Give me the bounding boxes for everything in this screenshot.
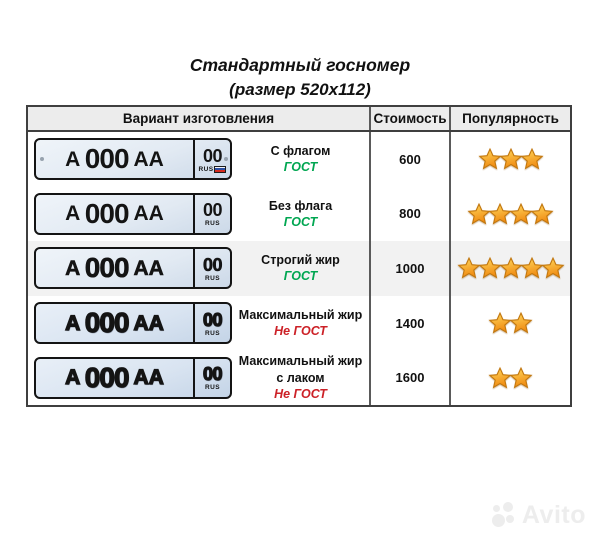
price-cell <box>371 132 451 187</box>
popularity-stars <box>451 187 570 242</box>
plate-digits: 000 <box>84 252 129 284</box>
price-cell <box>371 296 451 351</box>
star-icon <box>509 311 533 335</box>
plate-main-section <box>36 195 193 233</box>
rus-label: RUS <box>205 220 220 228</box>
plate-region-code: 00 <box>202 309 223 330</box>
license-plate <box>34 138 232 180</box>
plate-main-section <box>36 249 193 287</box>
plate-region-code: 00 <box>202 145 223 166</box>
table-row <box>28 350 570 405</box>
page-subtitle: (размер 520x112) <box>229 80 371 99</box>
license-plate <box>34 302 232 344</box>
rus-label: RUS <box>205 274 220 282</box>
standard-label: Не ГОСТ <box>274 324 327 339</box>
plate-region-section <box>193 195 230 233</box>
price-value: 800 <box>399 206 421 222</box>
star-icon <box>520 147 544 171</box>
plate-main-section <box>36 359 193 397</box>
plate-digits: 000 <box>84 307 129 339</box>
russia-flag-icon <box>214 166 226 173</box>
plate-letters: АА <box>133 366 164 390</box>
plate-region-section <box>193 304 230 342</box>
table-body <box>28 132 570 405</box>
price-value: 1000 <box>395 260 425 276</box>
table-row <box>28 187 570 242</box>
table-header-row <box>28 107 570 132</box>
standard-label: Не ГОСТ <box>274 386 327 401</box>
plate-letter: А <box>65 256 80 280</box>
variant-name: Максимальный жир <box>238 307 363 322</box>
popularity-stars <box>451 132 570 187</box>
popularity-stars <box>451 350 570 405</box>
plate-letters: АА <box>133 147 164 171</box>
plate-region-code: 00 <box>202 364 223 385</box>
variant-cell <box>28 350 371 405</box>
plate-letter: А <box>65 311 80 335</box>
variant-name: Максимальный жир с лаком <box>238 354 363 385</box>
avito-watermark-text: Avito <box>521 500 586 529</box>
variant-name: Строгий жир <box>261 253 340 268</box>
popularity-stars <box>451 296 570 351</box>
star-icon <box>541 256 565 280</box>
header-variant: Вариант изготовления <box>28 107 371 130</box>
standard-label: ГОСТ <box>283 160 318 175</box>
plate-region-section <box>193 249 230 287</box>
standard-label: ГОСТ <box>283 269 318 284</box>
standard-label: ГОСТ <box>283 214 318 229</box>
rus-label: RUS <box>205 329 220 337</box>
variant-cell <box>28 296 371 351</box>
table-row <box>28 241 570 296</box>
rus-label: RUS <box>205 384 220 392</box>
rus-label: RUS <box>198 165 214 173</box>
price-cell <box>371 350 451 405</box>
plate-digits: 000 <box>84 361 129 393</box>
popularity-stars <box>451 241 570 296</box>
plate-main-section <box>36 140 193 178</box>
price-cell <box>371 241 451 296</box>
variant-name: Без флага <box>268 198 333 213</box>
table-row <box>28 296 570 351</box>
plate-region-code: 00 <box>202 254 223 275</box>
plate-letter: А <box>65 202 80 226</box>
plate-main-section <box>36 304 193 342</box>
variant-name: С флагом <box>270 144 331 159</box>
license-plate <box>34 357 232 399</box>
star-icon <box>530 202 554 226</box>
plate-digits: 000 <box>84 143 129 175</box>
avito-logo-icon <box>492 502 518 528</box>
plate-region-code: 00 <box>202 200 223 221</box>
plate-letter: А <box>65 366 80 390</box>
variant-cell <box>28 241 371 296</box>
header-popularity: Популярность <box>462 111 559 126</box>
star-icon <box>509 366 533 390</box>
price-value: 600 <box>399 151 421 167</box>
price-value: 1600 <box>395 370 425 386</box>
page-title: Стандартный госномер <box>189 55 411 75</box>
pricing-table <box>26 105 572 407</box>
plate-letters: АА <box>133 256 164 280</box>
license-plate <box>34 247 232 289</box>
license-plate <box>34 193 232 235</box>
table-row <box>28 132 570 187</box>
plate-letter: А <box>65 147 80 171</box>
price-cell <box>371 187 451 242</box>
variant-cell <box>28 187 371 242</box>
plate-letters: АА <box>133 311 164 335</box>
avito-watermark <box>492 502 586 528</box>
variant-cell <box>28 132 371 187</box>
header-price: Стоимость <box>371 107 451 130</box>
plate-region-section <box>193 359 230 397</box>
plate-letters: АА <box>133 202 164 226</box>
plate-digits: 000 <box>84 197 129 229</box>
price-value: 1400 <box>395 315 425 331</box>
